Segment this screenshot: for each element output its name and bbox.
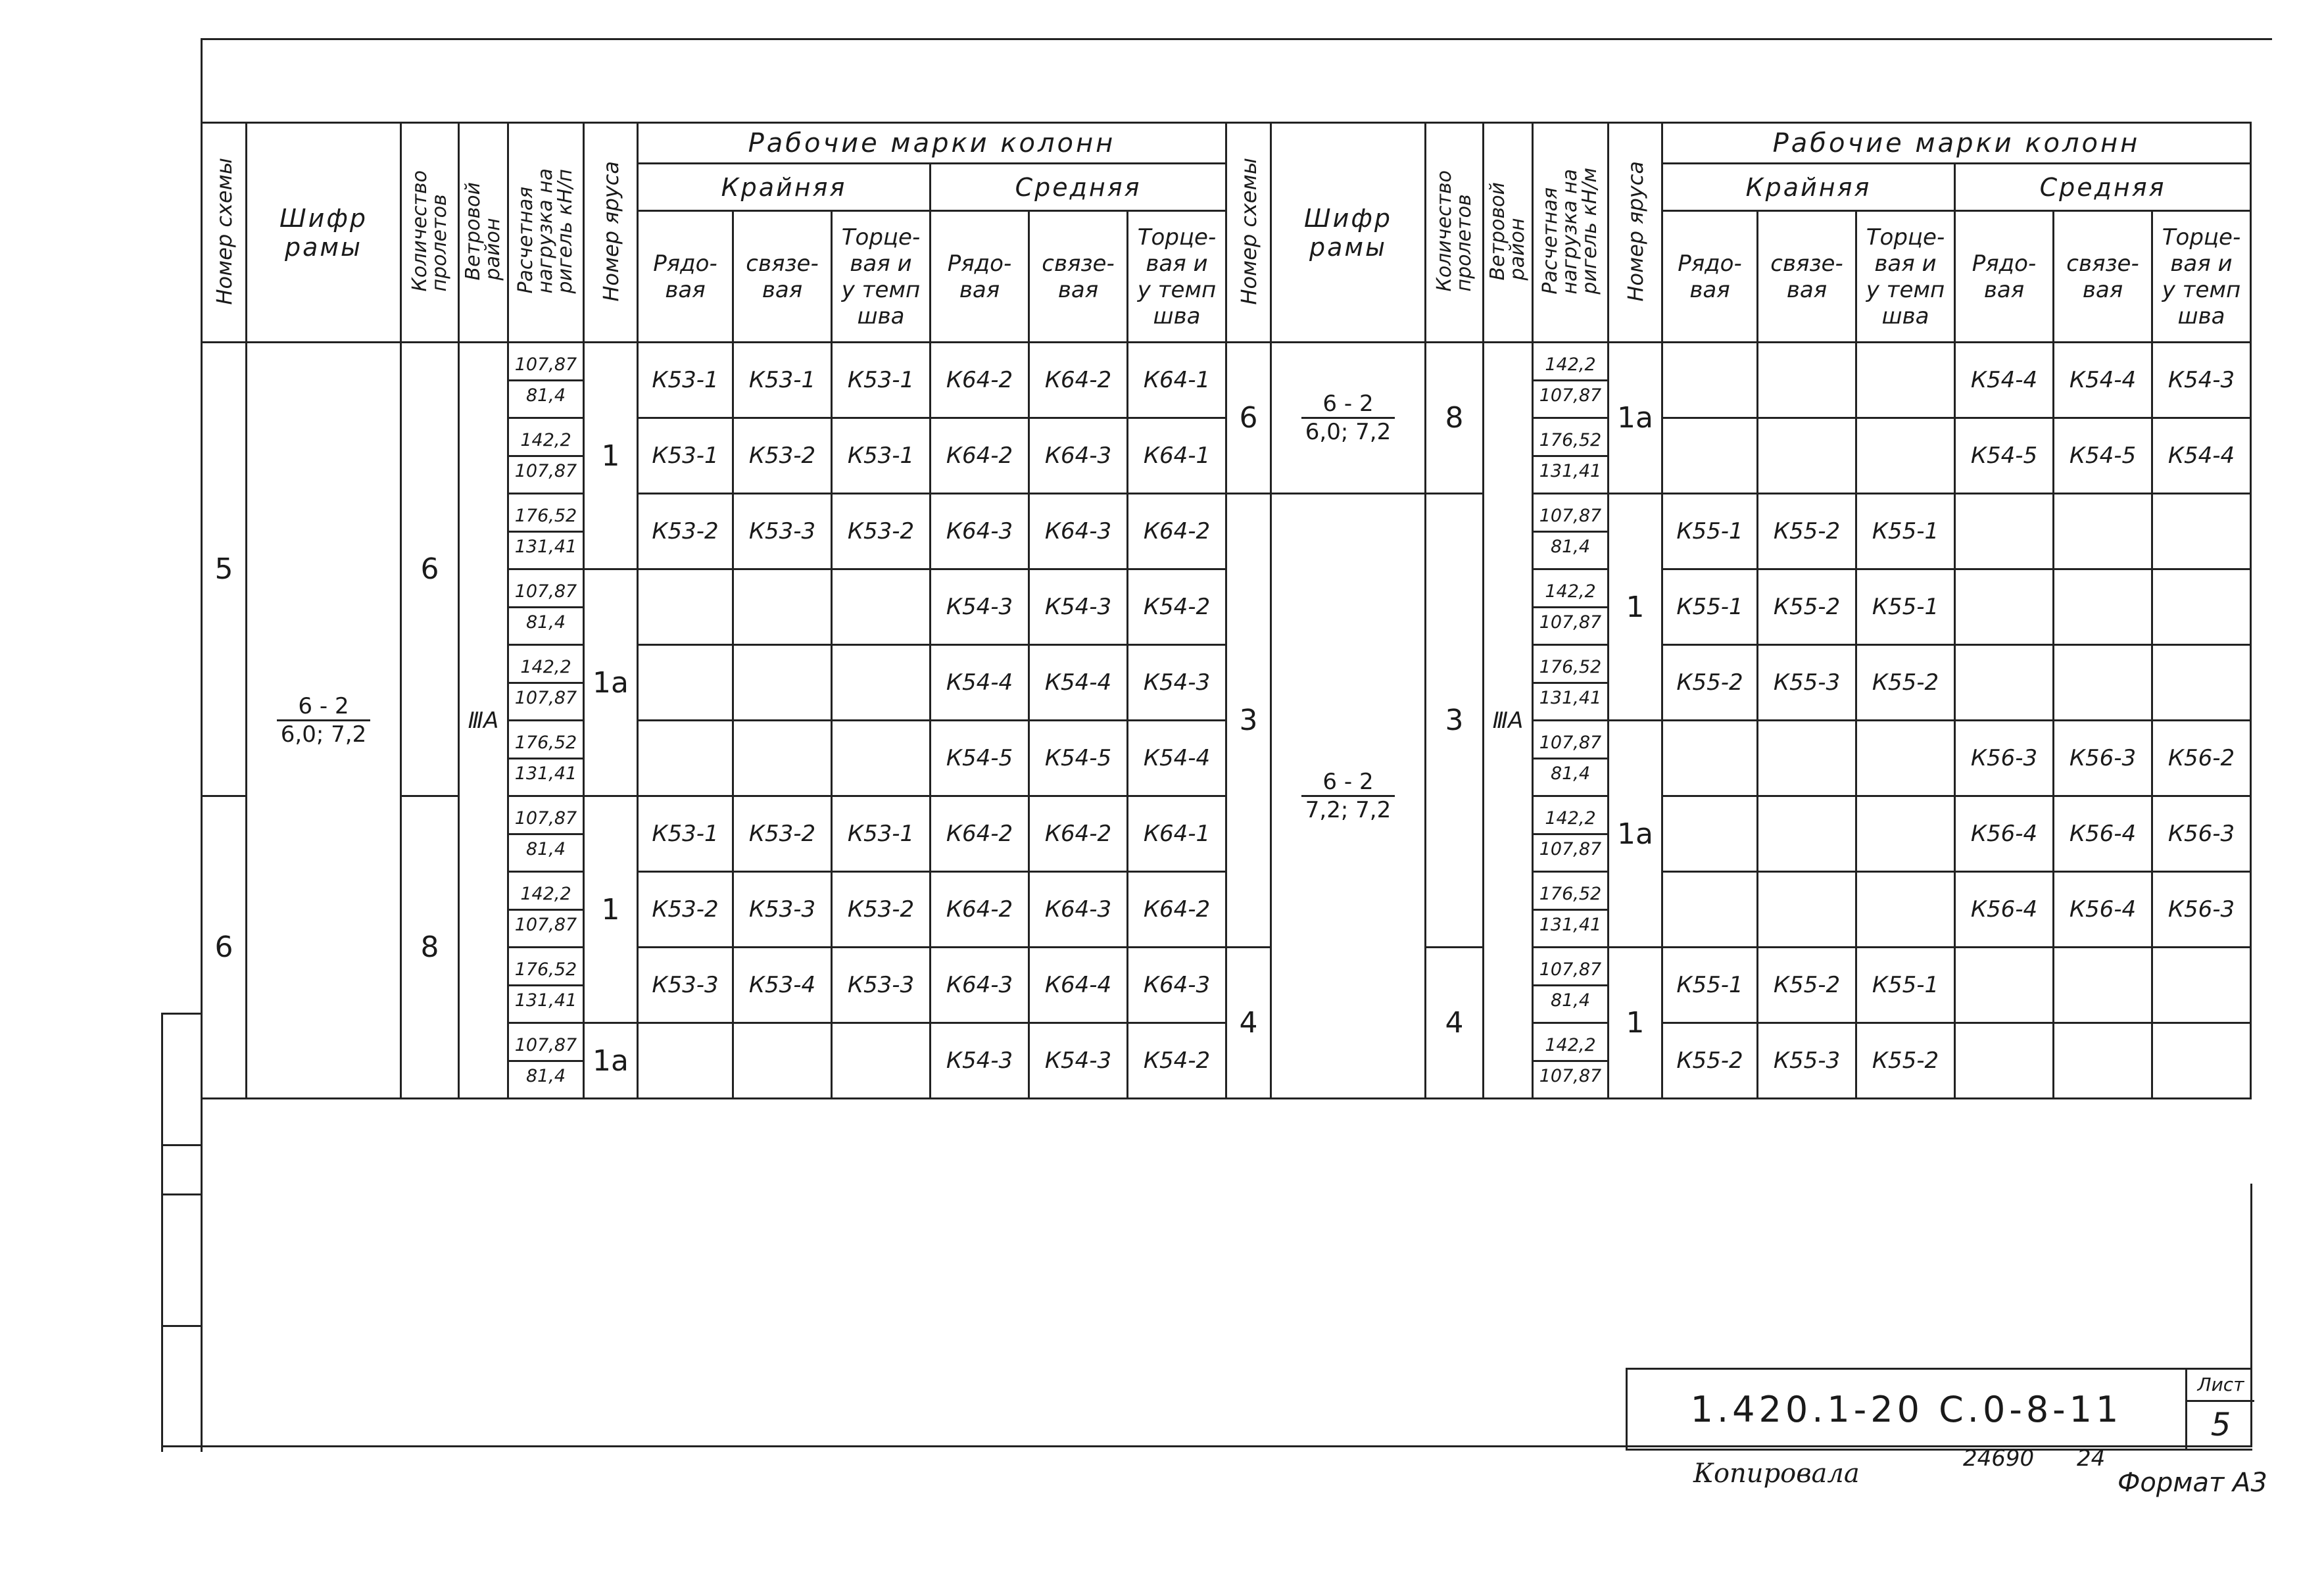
column-mark: [1758, 796, 1856, 872]
margin-stub: [161, 1013, 202, 1015]
column-mark: К56-2: [2152, 721, 2251, 796]
spans-count: 6: [401, 343, 459, 796]
load-value: 142,2 107,87: [509, 880, 583, 940]
column-mark: К54-4: [2152, 418, 2251, 494]
column-mark: К53-1: [832, 418, 931, 494]
header-column-type: Торце- вая и у темп шва: [2152, 211, 2251, 343]
load-value: 142,2 107,87: [1534, 577, 1607, 637]
load-value: 142,2 107,87: [509, 653, 583, 713]
column-mark: К64-1: [1128, 796, 1226, 872]
column-mark: К64-3: [931, 948, 1029, 1023]
header-frame-code: Шифр рамы: [1271, 123, 1426, 343]
spans-count: 3: [1426, 494, 1484, 948]
column-mark: К55-2: [1758, 948, 1856, 1023]
column-mark: К64-3: [931, 494, 1029, 569]
column-mark: К55-1: [1856, 494, 1955, 569]
load-value: 107,87 81,4: [509, 804, 583, 864]
column-mark: К64-2: [1029, 343, 1128, 418]
load-cell: [1533, 1023, 1609, 1099]
column-mark: К56-3: [2152, 872, 2251, 948]
column-mark: К54-4: [2054, 343, 2152, 418]
column-mark: К55-1: [1662, 948, 1758, 1023]
load-cell: [1533, 948, 1609, 1023]
load-cell: [1533, 721, 1609, 796]
load-value: 176,52 131,41: [1534, 426, 1607, 486]
load-cell: [1533, 796, 1609, 872]
column-mark: К54-5: [931, 721, 1029, 796]
column-mark: К54-2: [1128, 569, 1226, 645]
column-mark: [1856, 418, 1955, 494]
load-cell: [508, 796, 584, 872]
vertical-header-text: Номер схемы: [211, 157, 237, 305]
column-mark: [638, 721, 733, 796]
tier-number: 1а: [1609, 721, 1662, 948]
order-number: 24690: [1963, 1445, 2035, 1472]
load-value: 176,52 131,41: [1534, 653, 1607, 713]
load-cell: [1533, 418, 1609, 494]
header-working-marks: Рабочие марки колонн: [1662, 123, 2251, 164]
spans-count: 8: [401, 796, 459, 1099]
column-mark: [2152, 1023, 2251, 1099]
table-row: [202, 343, 2251, 418]
column-mark: К55-2: [1662, 645, 1758, 721]
scheme-number: 5: [202, 343, 247, 796]
load-value: 176,52 131,41: [509, 955, 583, 1015]
column-mark: К54-3: [931, 1023, 1029, 1099]
load-cell: [508, 721, 584, 796]
column-mark: К53-1: [638, 418, 733, 494]
sheet-box: [2185, 1370, 2254, 1449]
binding-margin-line: [161, 1013, 163, 1452]
column-mark: [1856, 343, 1955, 418]
copies-number: 24: [2077, 1445, 2106, 1472]
table-row: [202, 494, 2251, 569]
header-column-type: Торце- вая и у темп шва: [1128, 211, 1226, 343]
scheme-number: 4: [1226, 948, 1271, 1099]
frame-top-line: [201, 38, 2272, 40]
load-value: 142,2 107,87: [1534, 350, 1607, 410]
wind-region: ⅢА: [459, 343, 508, 1099]
load-cell: [1533, 494, 1609, 569]
column-mark: К56-4: [1955, 796, 2054, 872]
load-value: 107,87 81,4: [509, 350, 583, 410]
vertical-header-text: Номер яруса: [1622, 160, 1648, 302]
load-cell: [508, 948, 584, 1023]
margin-stub: [161, 1325, 202, 1327]
column-mark: К64-2: [1029, 796, 1128, 872]
column-mark: [2152, 494, 2251, 569]
header-working-marks: Рабочие марки колонн: [638, 123, 1226, 164]
column-mark: К55-1: [1856, 948, 1955, 1023]
column-mark: [1758, 872, 1856, 948]
column-mark: К54-3: [1029, 569, 1128, 645]
column-mark: К53-2: [638, 872, 733, 948]
header-column-type: связе- вая: [1758, 211, 1856, 343]
column-mark: К53-1: [832, 796, 931, 872]
wind-region: ⅢА: [1484, 343, 1533, 1099]
column-mark: К64-3: [1029, 872, 1128, 948]
column-mark: К56-3: [1955, 721, 2054, 796]
scheme-number: 3: [1226, 494, 1271, 948]
load-cell: [508, 569, 584, 645]
column-mark: К53-2: [832, 872, 931, 948]
column-mark: К53-2: [733, 796, 832, 872]
header-scheme-no: [1226, 123, 1271, 343]
column-mark: [2054, 645, 2152, 721]
load-value: 142,2 107,87: [509, 426, 583, 486]
vertical-header-text: Номер яруса: [598, 160, 623, 302]
column-mark: К55-1: [1662, 494, 1758, 569]
column-mark: [832, 1023, 931, 1099]
column-mark: К54-3: [931, 569, 1029, 645]
column-mark: К53-1: [638, 796, 733, 872]
load-value: 142,2 107,87: [1534, 1031, 1607, 1091]
column-mark: К56-4: [1955, 872, 2054, 948]
header-wind: [459, 123, 508, 343]
header-extreme: Крайняя: [638, 164, 931, 211]
spans-count: 4: [1426, 948, 1484, 1099]
header-column-type: Рядо- вая: [931, 211, 1029, 343]
column-mark: К53-3: [832, 948, 931, 1023]
column-mark: К55-2: [1856, 645, 1955, 721]
column-mark: К64-3: [1029, 494, 1128, 569]
scheme-number: 6: [1226, 343, 1271, 494]
column-mark: К54-5: [2054, 418, 2152, 494]
vertical-header-text: Расчетная нагрузка на ригель кН/м: [1539, 168, 1601, 295]
column-mark: К64-2: [931, 796, 1029, 872]
column-mark: К55-2: [1856, 1023, 1955, 1099]
load-value: 107,87 81,4: [1534, 955, 1607, 1015]
column-mark: К54-4: [1955, 343, 2054, 418]
spans-count: 8: [1426, 343, 1484, 494]
column-mark: К53-2: [638, 494, 733, 569]
header-column-type: Торце- вая и у темп шва: [832, 211, 931, 343]
column-mark: К55-2: [1758, 494, 1856, 569]
margin-stub: [161, 1193, 202, 1195]
column-mark: К53-1: [638, 343, 733, 418]
tier-number: 1: [584, 343, 638, 569]
column-mark: К55-1: [1856, 569, 1955, 645]
frame-code-cell: [1271, 343, 1426, 494]
column-mark: [1955, 494, 2054, 569]
document-code: 1.420.1-20 С.0-8-11: [1690, 1388, 2123, 1430]
load-cell: [1533, 645, 1609, 721]
load-cell: [508, 872, 584, 948]
column-mark: [1662, 872, 1758, 948]
sheet-number: 5: [2210, 1407, 2231, 1443]
column-mark: К54-4: [1128, 721, 1226, 796]
margin-stub: [161, 1144, 202, 1146]
load-value: 176,52 131,41: [509, 729, 583, 788]
tier-number: 1а: [584, 1023, 638, 1099]
column-mark: К54-5: [1955, 418, 2054, 494]
column-mark: К64-4: [1029, 948, 1128, 1023]
header-tier: [584, 123, 638, 343]
column-mark: К54-2: [1128, 1023, 1226, 1099]
header-column-type: Рядо- вая: [638, 211, 733, 343]
load-cell: [1533, 569, 1609, 645]
column-mark: К53-2: [733, 418, 832, 494]
load-cell: [1533, 343, 1609, 418]
load-cell: [1533, 872, 1609, 948]
column-mark: К56-3: [2152, 796, 2251, 872]
header-column-type: Рядо- вая: [1662, 211, 1758, 343]
load-cell: [508, 494, 584, 569]
column-mark: [2054, 1023, 2152, 1099]
header-spans: [1426, 123, 1484, 343]
column-mark: К54-3: [1128, 645, 1226, 721]
column-mark: К55-3: [1758, 1023, 1856, 1099]
column-mark: [2152, 645, 2251, 721]
frame-code-cell: [1271, 494, 1426, 1099]
load-value: 142,2 107,87: [1534, 804, 1607, 864]
column-mark: [733, 645, 832, 721]
tier-number: 1а: [584, 569, 638, 796]
scheme-number: 6: [202, 796, 247, 1099]
tier-number: 1: [1609, 494, 1662, 721]
header-middle: Средняя: [1955, 164, 2251, 211]
sheet-label: Лист: [2187, 1370, 2254, 1402]
column-mark: К56-4: [2054, 796, 2152, 872]
column-mark: К56-4: [2054, 872, 2152, 948]
column-mark: К53-3: [733, 494, 832, 569]
header-spans: [401, 123, 459, 343]
load-value: 176,52 131,41: [1534, 880, 1607, 940]
vertical-header-text: Количество пролетов: [408, 170, 451, 292]
column-mark: [1758, 343, 1856, 418]
vertical-header-text: Номер схемы: [1236, 157, 1261, 305]
tier-number: 1: [584, 796, 638, 1023]
load-value: 107,87 81,4: [509, 577, 583, 637]
load-value: 107,87 81,4: [509, 1031, 583, 1091]
column-mark: [832, 721, 931, 796]
column-mark: К53-3: [638, 948, 733, 1023]
column-mark: К64-2: [931, 872, 1029, 948]
load-cell: [508, 418, 584, 494]
column-mark: К64-3: [1029, 418, 1128, 494]
column-mark: [1955, 645, 2054, 721]
frame-code: $\frac{6 - 2}{6,0; 7,2}$: [1301, 391, 1395, 445]
load-value: 107,87 81,4: [1534, 729, 1607, 788]
column-mark: К64-2: [931, 418, 1029, 494]
column-mark: К55-1: [1662, 569, 1758, 645]
tier-number: 1а: [1609, 343, 1662, 494]
column-mark: [1856, 721, 1955, 796]
header-middle: Средняя: [931, 164, 1226, 211]
column-mark: [2152, 569, 2251, 645]
column-mark: К56-3: [2054, 721, 2152, 796]
column-mark: К54-5: [1029, 721, 1128, 796]
column-mark: К53-3: [733, 872, 832, 948]
header-column-type: Торце- вая и у темп шва: [1856, 211, 1955, 343]
header-wind: [1484, 123, 1533, 343]
column-mark: К64-1: [1128, 418, 1226, 494]
column-mark: [1955, 1023, 2054, 1099]
column-mark: [638, 645, 733, 721]
column-mark: К55-2: [1758, 569, 1856, 645]
paper-format: Формат А3: [2118, 1468, 2267, 1498]
load-value: 176,52 131,41: [509, 502, 583, 562]
column-mark: [2054, 948, 2152, 1023]
column-mark: К64-2: [931, 343, 1029, 418]
column-mark: К54-3: [1029, 1023, 1128, 1099]
header-column-type: Рядо- вая: [1955, 211, 2054, 343]
column-mark: К64-2: [1128, 872, 1226, 948]
column-mark: К54-3: [2152, 343, 2251, 418]
header-tier: [1609, 123, 1662, 343]
frame-code: $\frac{6 - 2}{6,0; 7,2}$: [277, 693, 370, 748]
column-mark: К55-2: [1662, 1023, 1758, 1099]
frame-code-cell: [247, 343, 401, 1099]
column-mark: [1856, 796, 1955, 872]
vertical-header-text: Расчетная нагрузка на ригель кН/п: [514, 168, 577, 294]
column-mark: К53-4: [733, 948, 832, 1023]
column-mark: [733, 1023, 832, 1099]
column-mark: К53-1: [733, 343, 832, 418]
column-mark: [1662, 418, 1758, 494]
column-mark: [2054, 569, 2152, 645]
column-mark: К54-4: [931, 645, 1029, 721]
header-extreme: Крайняя: [1662, 164, 1955, 211]
column-mark: К64-1: [1128, 343, 1226, 418]
column-mark: К55-3: [1758, 645, 1856, 721]
column-mark: К64-2: [1128, 494, 1226, 569]
title-block: [1626, 1368, 2252, 1451]
column-mark: [638, 1023, 733, 1099]
column-mark: [1662, 343, 1758, 418]
column-mark: [832, 569, 931, 645]
tier-number: 1: [1609, 948, 1662, 1099]
column-mark: [1955, 569, 2054, 645]
column-mark: [1662, 796, 1758, 872]
load-value: 107,87 81,4: [1534, 502, 1607, 562]
column-mark: К54-4: [1029, 645, 1128, 721]
header-frame-code: Шифр рамы: [247, 123, 401, 343]
header-scheme-no: [202, 123, 247, 343]
column-mark: К64-3: [1128, 948, 1226, 1023]
header-column-type: связе- вая: [2054, 211, 2152, 343]
column-mark: [832, 645, 931, 721]
header-column-type: связе- вая: [1029, 211, 1128, 343]
table-row: [202, 948, 2251, 1023]
column-mark: [1955, 948, 2054, 1023]
column-marks-table: [201, 122, 2252, 1099]
column-mark: [1758, 418, 1856, 494]
column-mark: [2152, 948, 2251, 1023]
column-mark: К53-2: [832, 494, 931, 569]
column-mark: [1758, 721, 1856, 796]
header-load: [1533, 123, 1609, 343]
vertical-header-text: Ветровой район: [1486, 181, 1529, 281]
column-mark: К53-1: [832, 343, 931, 418]
header-column-type: связе- вая: [733, 211, 832, 343]
column-mark: [733, 569, 832, 645]
column-mark: [733, 721, 832, 796]
column-mark: [638, 569, 733, 645]
load-cell: [508, 1023, 584, 1099]
vertical-header-text: Ветровой район: [462, 181, 504, 281]
load-cell: [508, 645, 584, 721]
column-mark: [2054, 494, 2152, 569]
copied-by-label: Копировала: [1693, 1458, 1860, 1489]
column-mark: [1856, 872, 1955, 948]
column-mark: [1662, 721, 1758, 796]
header-load: [508, 123, 584, 343]
vertical-header-text: Количество пролетов: [1432, 170, 1476, 292]
load-cell: [508, 343, 584, 418]
frame-code: $\frac{6 - 2}{7,2; 7,2}$: [1301, 769, 1395, 823]
